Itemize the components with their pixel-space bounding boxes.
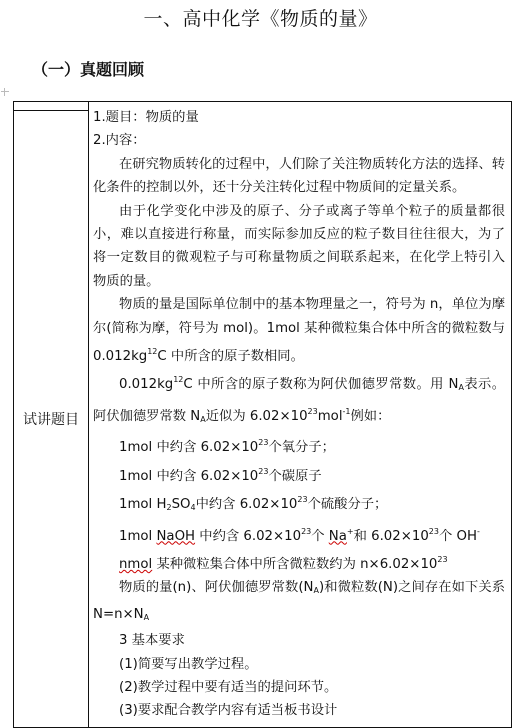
paragraph-2: 由于化学变化中涉及的原子、分子或离子等单个粒子的质量都很小，难以直接进行称量，而实际参加反应的粒子数目往往很大，为了将一定数目的微观粒子与可称量物质之间联系起来，在化学上特引入物质的量。 bbox=[93, 203, 505, 289]
p4-sub2: A bbox=[200, 414, 206, 424]
example-3 bbox=[93, 488, 505, 519]
p4-sub: A bbox=[458, 383, 464, 393]
p5-b: )和微粒数(N)之间存在如下关系 N=n×N bbox=[93, 580, 505, 622]
ex1-b: 个氧分子； bbox=[268, 440, 335, 456]
ex4-a: 1mol bbox=[119, 528, 157, 544]
exam-question-table bbox=[13, 101, 512, 728]
requirement-2: (2)教学过程中要有适当的提问环节。 bbox=[119, 679, 338, 695]
page-title: 一、高中化学《物质的量》 bbox=[143, 8, 378, 30]
ex4-na: Na bbox=[328, 528, 347, 544]
paragraph-4 bbox=[93, 368, 505, 431]
ex4-c: 个 bbox=[311, 528, 329, 544]
ex3-d: 个硫酸分子； bbox=[307, 497, 388, 513]
ex4-b: 中约含 6.02×10 bbox=[195, 528, 302, 544]
isotope-mass-number: 12 bbox=[147, 347, 158, 357]
requirement-1: (1)简要写出教学过程。 bbox=[119, 656, 258, 672]
topic-line: 1.题目：物质的量 bbox=[93, 110, 199, 125]
ex5-sup: 23 bbox=[437, 554, 448, 564]
paragraph-3-text: 物质的量是国际单位制中的基本物理量之一，符号为 n，单位为摩尔(简称为摩，符号为 mol)。1mol 某种微粒集合体中所含的微粒数与 0.012kg bbox=[93, 297, 505, 365]
p5-sub2: A bbox=[143, 612, 150, 622]
ex3-sub1: 2 bbox=[166, 503, 172, 513]
ex1-sup: 23 bbox=[258, 438, 269, 448]
content-heading: 2.内容： bbox=[93, 133, 146, 149]
ex4-sup3: 23 bbox=[428, 526, 439, 536]
p4-b: C 中所含的原子数称为阿伏伽德罗常数。用 N bbox=[183, 377, 459, 393]
p4-sup2: 23 bbox=[307, 406, 318, 416]
ex2-sup: 23 bbox=[258, 466, 269, 476]
requirement-3: (3)要求配合教学内容有适当板书设计 bbox=[119, 703, 338, 719]
example-2 bbox=[93, 460, 505, 488]
p4-sup3: -1 bbox=[342, 406, 351, 416]
example-4 bbox=[93, 520, 505, 548]
ex3-b: SO bbox=[171, 497, 191, 513]
ex5-b: 某种微粒集合体中所含微粒数约为 n×6.02×10 bbox=[152, 556, 438, 572]
paragraph-5 bbox=[93, 576, 505, 629]
p5-sub1: A bbox=[313, 586, 319, 596]
content-cell bbox=[89, 102, 512, 728]
ex4-naoh: NaOH bbox=[156, 528, 196, 544]
row-label: 试讲题目 bbox=[14, 111, 89, 728]
ex4-sup2: + bbox=[346, 526, 354, 536]
ex4-d: 和 6.02×10 bbox=[353, 528, 429, 544]
paragraph-1: 在研究物质转化的过程中，人们除了关注物质转化方法的选择、转化条件的控制以外，还十分关注转化过程中物质间的定量关系。 bbox=[93, 156, 505, 196]
row-label-cell bbox=[14, 102, 89, 111]
ex3-sup: 23 bbox=[297, 495, 308, 505]
ex4-sup4: - bbox=[476, 526, 480, 536]
section-heading: （一）真题回顾 bbox=[32, 60, 145, 79]
p4-d: 近似为 6.02×10 bbox=[205, 408, 308, 424]
p5-a: 物质的量(n)、阿伏伽德罗常数(N bbox=[119, 580, 314, 596]
paragraph-3-end: C 中所含的原子数相同。 bbox=[157, 349, 304, 365]
p4-e: mol bbox=[317, 408, 343, 424]
ex3-sub2: 4 bbox=[190, 503, 196, 513]
paragraph-3 bbox=[93, 293, 505, 368]
p4-f: 例如： bbox=[350, 408, 391, 424]
ex1-a: 1mol 中约含 6.02×10 bbox=[119, 440, 259, 456]
ex3-a: 1mol H bbox=[119, 497, 167, 513]
ex2-a: 1mol 中约含 6.02×10 bbox=[119, 468, 259, 484]
p4-a: 0.012kg bbox=[119, 377, 174, 393]
example-5 bbox=[93, 548, 505, 576]
example-1 bbox=[93, 431, 505, 459]
ex3-c: 中约含 6.02×10 bbox=[195, 497, 298, 513]
ex5-a: nmol bbox=[119, 556, 153, 572]
ex4-sup1: 23 bbox=[301, 526, 312, 536]
cross-cursor-icon bbox=[1, 88, 9, 96]
p4-sup: 12 bbox=[173, 375, 184, 385]
ex2-b: 个碳原子 bbox=[268, 468, 322, 484]
requirements-heading: 3 基本要求 bbox=[119, 633, 185, 649]
p4-c: 表示。阿伏伽德罗常数 N bbox=[93, 377, 506, 424]
ex4-e: 个 OH bbox=[438, 528, 477, 544]
